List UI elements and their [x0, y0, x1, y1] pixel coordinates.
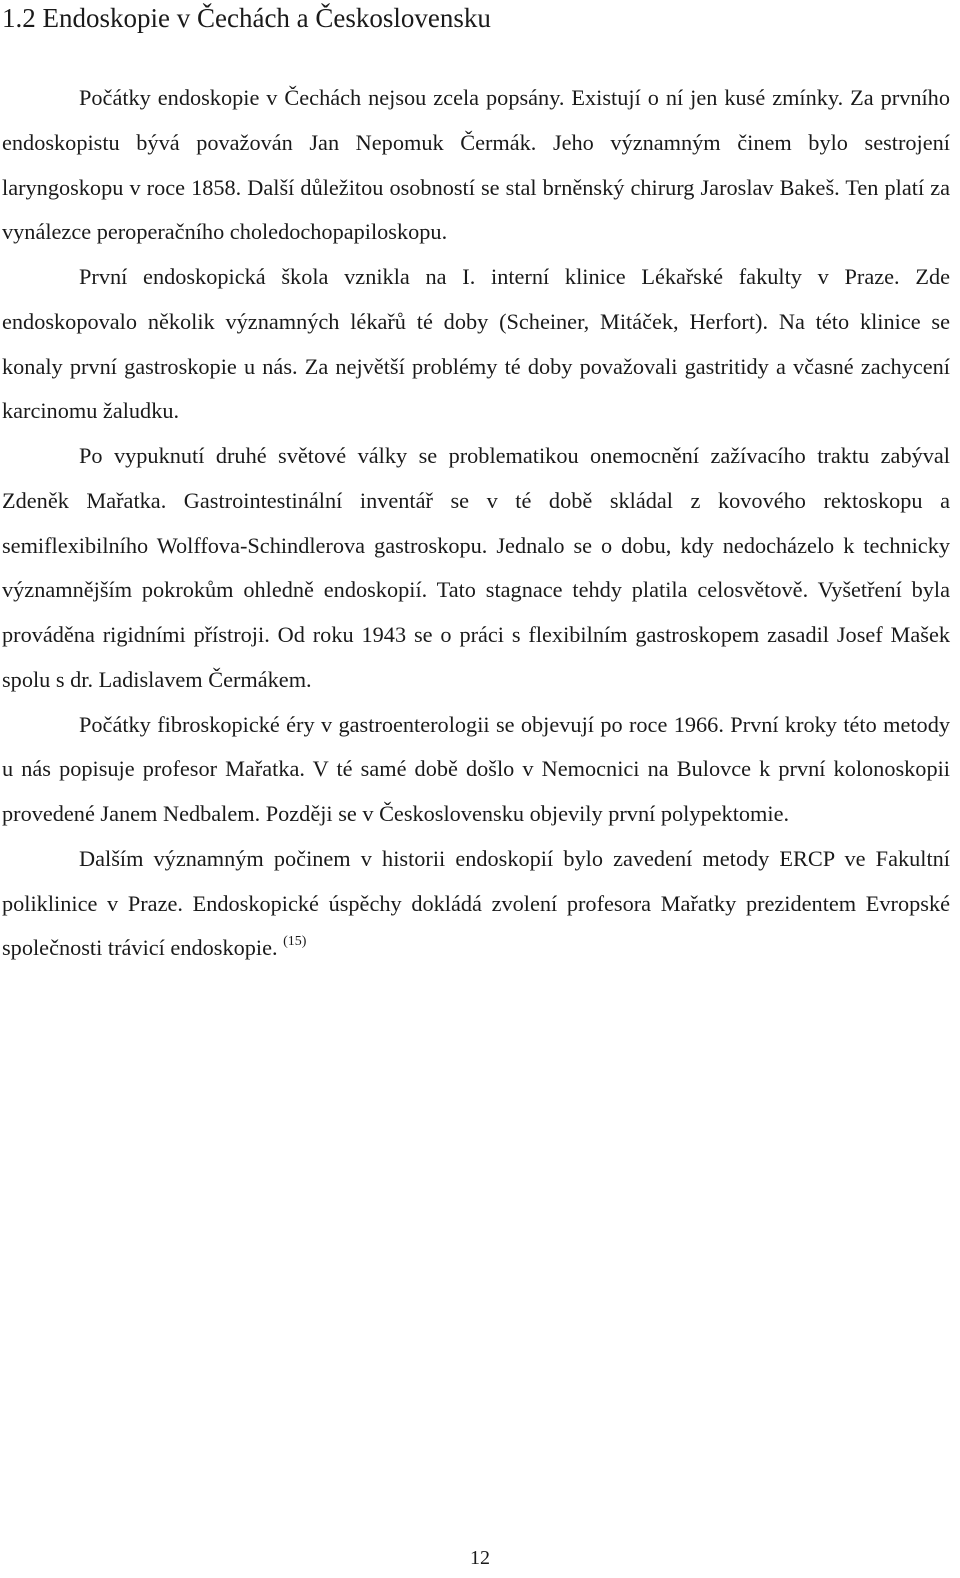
text-line: Počátky fibroskopické éry v gastroenterologii se objevují po roce 1966. První kroky [79, 711, 837, 737]
text-line: nedocházelo k technicky významnějším pokrokům ohledně endoskopií. Tato stagnace [2, 532, 951, 603]
text-line: prezidentem Evropské společnosti trávicí endoskopie. [2, 890, 951, 961]
text-line: objevily první polypektomie. [529, 801, 790, 826]
section-heading: 1.2 Endoskopie v Čechách a Československu [2, 3, 491, 33]
citation-reference: (15) [283, 934, 307, 950]
text-line: Fakultní poliklinice v Praze. Endoskopické úspěchy dokládá zvolení profesora Mařatky [2, 845, 950, 916]
text-line: Počátky endoskopie v Čechách nejsou zcela popsány. Existují o ní jen kusé [79, 85, 766, 110]
text-line: endoskopovalo několik významných lékařů té doby (Scheiner, Mitáček, Herfort). Na této [2, 308, 850, 334]
text-line: gastritidy a včasné zachycení karcinomu žaludku. [2, 353, 950, 424]
text-line: práci s flexibilním gastroskopem zasadil Josef Mašek spolu s dr. Ladislavem Čermákem. [2, 622, 951, 692]
paragraph-fibroscopy [2, 703, 950, 837]
text-line: První endoskopická škola vznikla na I. interní klinice Lékařské fakulty v Praze. Zde [79, 264, 950, 289]
text-line: Po vypuknutí druhé světové války se problematikou onemocnění zažívacího traktu [79, 443, 870, 468]
text-line: významným činem bylo sestrojení laryngoskopu v roce 1858. Další důležitou osobností se [2, 129, 950, 200]
text-line: této metody u nás popisuje profesor Mařatka. V té samé době došlo v Nemocnici na [2, 711, 951, 782]
paragraph-post-war [2, 434, 950, 703]
text-line: stal brněnský chirurg Jaroslav Bakeš. Ten platí za vynálezce peroperačního [2, 174, 950, 245]
page-number: 12 [470, 1547, 490, 1569]
text-line: Bulovce k první kolonoskopii provedené Janem Nedbalem. Později se v Československu [2, 756, 950, 826]
text-line: tehdy platila celosvětově. Vyšetření byla prováděna rigidními přístroji. Od roku 1943 se o [2, 577, 951, 647]
paragraph-ercp [2, 837, 950, 971]
text-line: zmínky. Za prvního endoskopistu bývá považován Jan Nepomuk Čermák. Jeho [2, 85, 950, 155]
text-line: choledochopapiloskopu. [229, 219, 448, 245]
text-line: zabýval Zdeněk Mařatka. Gastrointestinální inventář se v té době skládal z kovového [2, 443, 950, 513]
paragraph-first-school [2, 255, 950, 434]
paragraph-early-history [2, 76, 950, 255]
text-line: klinice se konaly první gastroskopie u nás. Za největší problémy té doby považovali [2, 308, 950, 379]
body-text [2, 76, 950, 971]
text-line: Dalším významným počinem v historii endoskopií bylo zavedení metody ERCP ve [79, 845, 866, 871]
text-line: rektoskopu a semiflexibilního Wolffova-Schindlerova gastroskopu. Jednalo se o dobu, kdy [2, 487, 950, 558]
